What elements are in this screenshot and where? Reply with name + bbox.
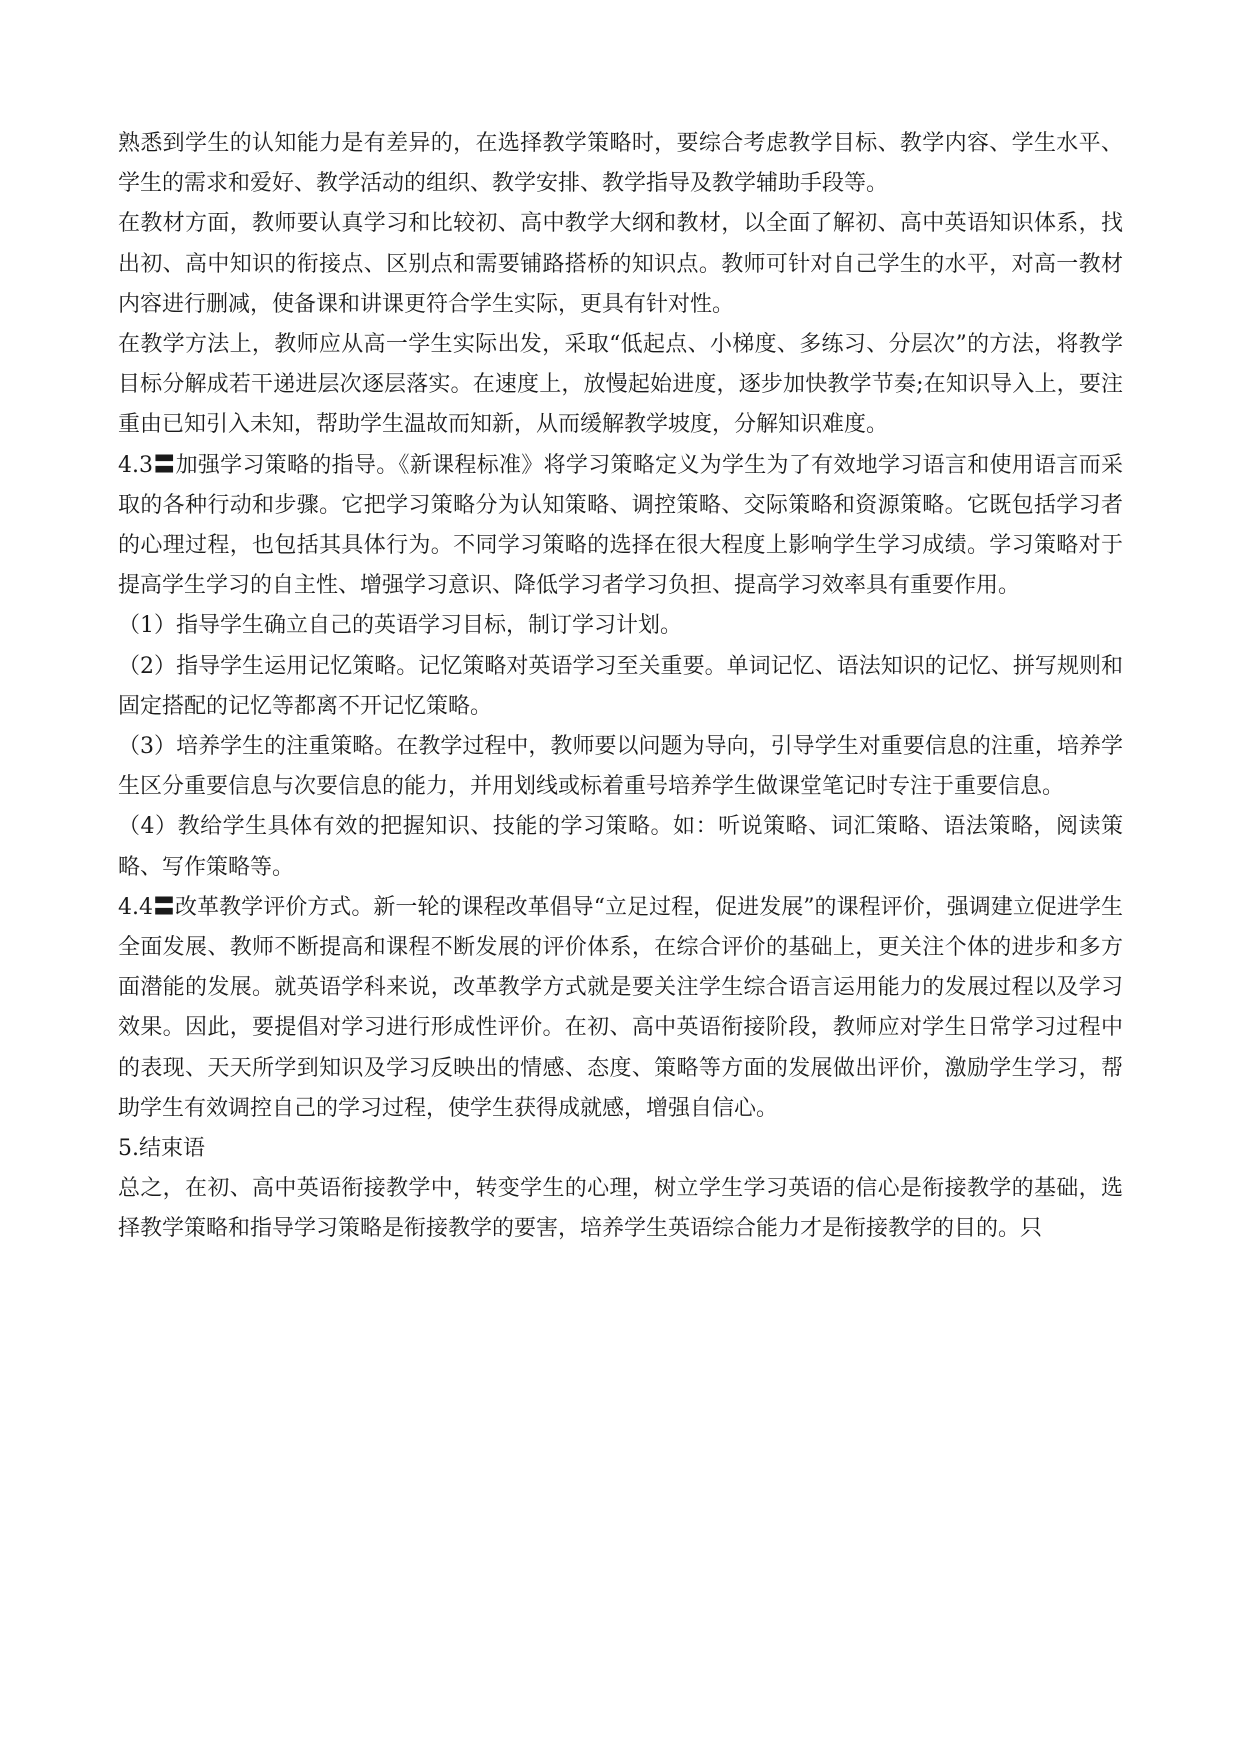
paragraph-teaching-method: 在教学方法上，教师应从高一学生实际出发，采取“低起点、小梯度、多练习、分层次”的方法，将教学目标分解成若干递进层次逐层落实。在速度上，放慢起始进度，逐步加快教学节奏;在知识导入上，要注重由已知引入未知，帮助学生温故而知新，从而缓解教学坡度，分解知识难度。 — [118, 332, 1123, 438]
document-body — [118, 124, 1123, 1250]
section-5-heading: 5.结束语 — [118, 1136, 205, 1162]
list-item-2: （2）指导学生运用记忆策略。记忆策略对英语学习至关重要。单词记忆、语法知识的记忆、拼写规则和固定搭配的记忆等都离不开记忆策略。 — [118, 653, 1123, 719]
paragraph-conclusion: 总之，在初、高中英语衔接教学中，转变学生的心理，树立学生学习英语的信心是衔接教学的基础，选择教学策略和指导学习策略是衔接教学的要害，培养学生英语综合能力才是衔接教学的目的。只 — [118, 1176, 1123, 1242]
list-item-3: （3）培养学生的注重策略。在教学过程中，教师要以问题为导向，引导学生对重要信息的注重，培养学生区分重要信息与次要信息的能力，并用划线或标着重号培养学生做课堂笔记时专注于重要信息。 — [118, 734, 1123, 800]
section-4-3-learning-strategy: 4.3〓加强学习策略的指导。《新课程标准》将学习策略定义为学生为了有效地学习语言和使用语言而采取的各种行动和步骤。它把学习策略分为认知策略、调控策略、交际策略和资源策略。它既包括学习者的心理过程，也包括其具体行为。不同学习策略的选择在很大程度上影响学生学习成绩。学习策略对于提高学生学习的自主性、增强学习意识、降低学习者学习负担、提高学习效率具有重要作用。 — [118, 452, 1123, 599]
section-4-4-evaluation: 4.4〓改革教学评价方式。新一轮的课程改革倡导“立足过程，促进发展”的课程评价，强调建立促进学生全面发展、教师不断提高和课程不断发展的评价体系，在综合评价的基础上，更关注个体的进步和多方面潜能的发展。就英语学科来说，改革教学方式就是要关注学生综合语言运用能力的发展过程以及学习效果。因此，要提倡对学习进行形成性评价。在初、高中英语衔接阶段，教师应对学生日常学习过程中的表现、天天所学到知识及学习反映出的情感、态度、策略等方面的发展做出评价，激励学生学习，帮助学生有效调控自己的学习过程，使学生获得成就感，增强自信心。 — [118, 894, 1123, 1121]
list-item-1: （1）指导学生确立自己的英语学习目标，制订学习计划。 — [118, 613, 682, 639]
paragraph-textbook: 在教材方面，教师要认真学习和比较初、高中教学大纲和教材，以全面了解初、高中英语知识体系，找出初、高中知识的衔接点、区别点和需要铺路搭桥的知识点。教师可针对自己学生的水平，对高一教材内容进行删减，使备课和讲课更符合学生实际，更具有针对性。 — [118, 211, 1123, 317]
paragraph-teaching-strategy-continuation: 熟悉到学生的认知能力是有差异的，在选择教学策略时，要综合考虑教学目标、教学内容、学生水平、学生的需求和爱好、教学活动的组织、教学安排、教学指导及教学辅助手段等。 — [118, 131, 1123, 197]
list-item-4: （4）教给学生具体有效的把握知识、技能的学习策略。如：听说策略、词汇策略、语法策略，阅读策略、写作策略等。 — [118, 814, 1123, 880]
